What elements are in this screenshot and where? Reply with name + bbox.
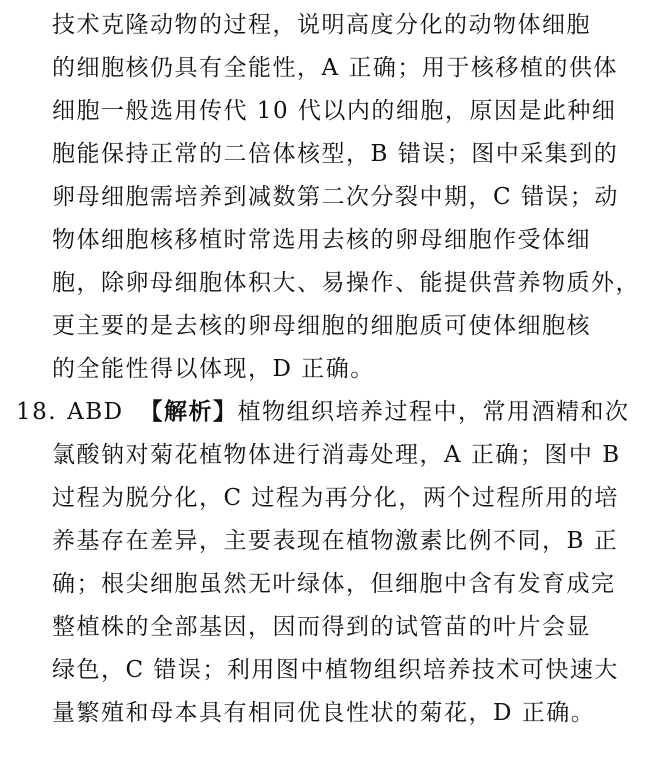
q18-line-3: 过程为脱分化，C 过程为再分化，两个过程所用的培 [52, 485, 619, 511]
para1-line-1: 技术克隆动物的过程，说明高度分化的动物体细胞 [52, 12, 591, 38]
para1-line-6: 物体细胞核移植时常选用去核的卵母细胞作受体细 [52, 227, 591, 253]
q18-line-4: 养基存在差异，主要表现在植物激素比例不同，B 正 [52, 528, 619, 554]
para1-line-5: 卵母细胞需培养到减数第二次分裂中期，C 错误；动 [52, 184, 619, 210]
q18-first-line-text: 植物组织培养过程中，常用酒精和次 [237, 399, 630, 425]
para1-line-3: 细胞一般选用传代 10 代以内的细胞，原因是此种细 [52, 98, 617, 124]
para1-line-2: 的细胞核仍具有全能性，A 正确；用于核移植的供体 [52, 55, 618, 81]
q18-line-6: 整植株的全部基因，因而得到的试管苗的叶片会显 [52, 614, 591, 640]
q18-first-line [16, 390, 630, 434]
question-number: 18. [16, 399, 58, 425]
para1-line-4: 胞能保持正常的二倍体核型，B 错误；图中采集到的 [52, 141, 619, 167]
answer-letters: ABD [67, 399, 124, 425]
q18-line-2: 氯酸钠对菊花植物体进行消毒处理，A 正确；图中 B [52, 442, 621, 468]
analysis-label: 【解析】 [139, 398, 238, 425]
q18-line-5: 确；根尖细胞虽然无叶绿体，但细胞中含有发育成完 [52, 571, 616, 597]
para1-line-8: 更主要的是去核的卵母细胞的细胞质可使体细胞核 [52, 313, 591, 339]
para1-line-7: 胞，除卵母细胞体积大、易操作、能提供营养物质外， [52, 270, 640, 296]
q18-line-7: 绿色，C 错误；利用图中植物组织培养技术可快速大 [52, 657, 619, 683]
q18-line-8: 量繁殖和母本具有相同优良性状的菊花，D 正确。 [52, 700, 596, 726]
para1-line-9: 的全能性得以体现，D 正确。 [52, 356, 375, 382]
